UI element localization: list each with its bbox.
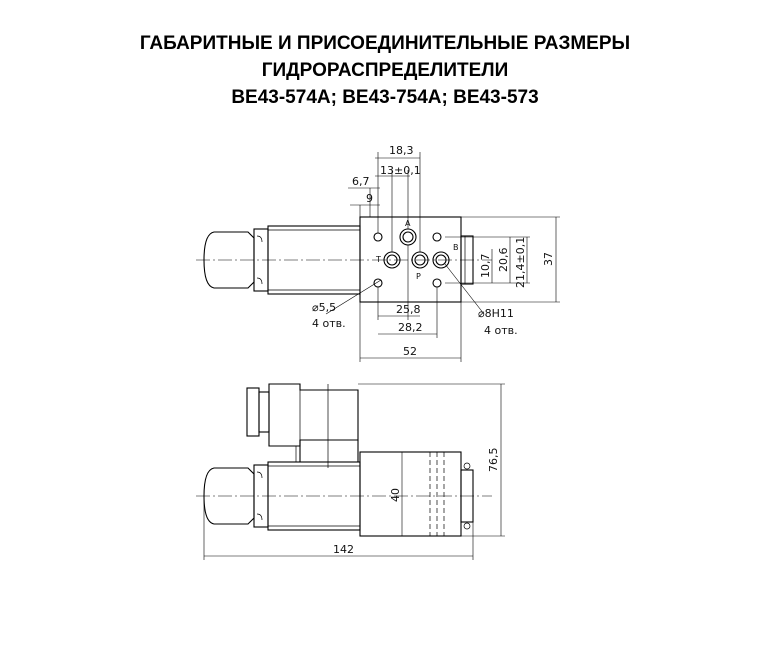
- dim-9: 9: [366, 192, 373, 205]
- port-label-a: A: [405, 219, 411, 228]
- note-hole-pin-count: 4 отв.: [484, 324, 518, 337]
- port-label-t: T: [376, 255, 381, 264]
- port-a-outer: [400, 229, 416, 245]
- dim-6-7: 6,7: [352, 175, 370, 188]
- mount-hole-1: [374, 233, 382, 241]
- valve-body-side: [360, 452, 461, 536]
- dim-18-3: 18,3: [389, 144, 414, 157]
- dim-40: 40: [389, 488, 402, 502]
- title-line-2: ГИДРОРАСПРЕДЕЛИТЕЛИ: [261, 60, 509, 81]
- mount-hole-4: [433, 279, 441, 287]
- plug-neck: [259, 392, 269, 432]
- connector-pin-top: [464, 463, 470, 469]
- connector-pin-bottom: [464, 523, 470, 529]
- dim-37: 37: [542, 252, 555, 266]
- dim-28-2: 28,2: [398, 321, 423, 334]
- top-dimensions: [348, 144, 421, 252]
- dim-10-7: 10,7: [479, 253, 492, 278]
- plug-cap: [247, 388, 259, 436]
- side-view: [196, 384, 505, 560]
- dim-21-4: 21,4±0,1: [514, 236, 527, 288]
- top-view: [196, 144, 560, 362]
- port-label-b: B: [453, 243, 459, 252]
- title-line-1: ГАБАРИТНЫЕ И ПРИСОЕДИНИТЕЛЬНЫЕ РАЗМЕРЫ: [139, 33, 631, 54]
- note-hole-pin: ⌀8Н11: [478, 307, 514, 320]
- dim-25-8: 25,8: [396, 303, 421, 316]
- right-dimensions: [445, 217, 560, 302]
- title-line-3: ВЕ43-574А; ВЕ43-754А; ВЕ43-573: [231, 87, 539, 108]
- note-hole-small: ⌀5,5: [312, 301, 337, 314]
- port-a-inner: [403, 232, 413, 242]
- dim-52: 52: [403, 345, 417, 358]
- mount-hole-3: [433, 233, 441, 241]
- dim-20-6: 20,6: [497, 247, 510, 272]
- plug-legs: [300, 440, 358, 462]
- dim-76-5: 76,5: [487, 447, 500, 472]
- note-hole-small-count: 4 отв.: [312, 317, 346, 330]
- port-label-p: P: [416, 272, 421, 281]
- plug-housing: [269, 384, 358, 446]
- dim-142: 142: [333, 543, 354, 556]
- dim-13: 13±0,1: [380, 164, 421, 177]
